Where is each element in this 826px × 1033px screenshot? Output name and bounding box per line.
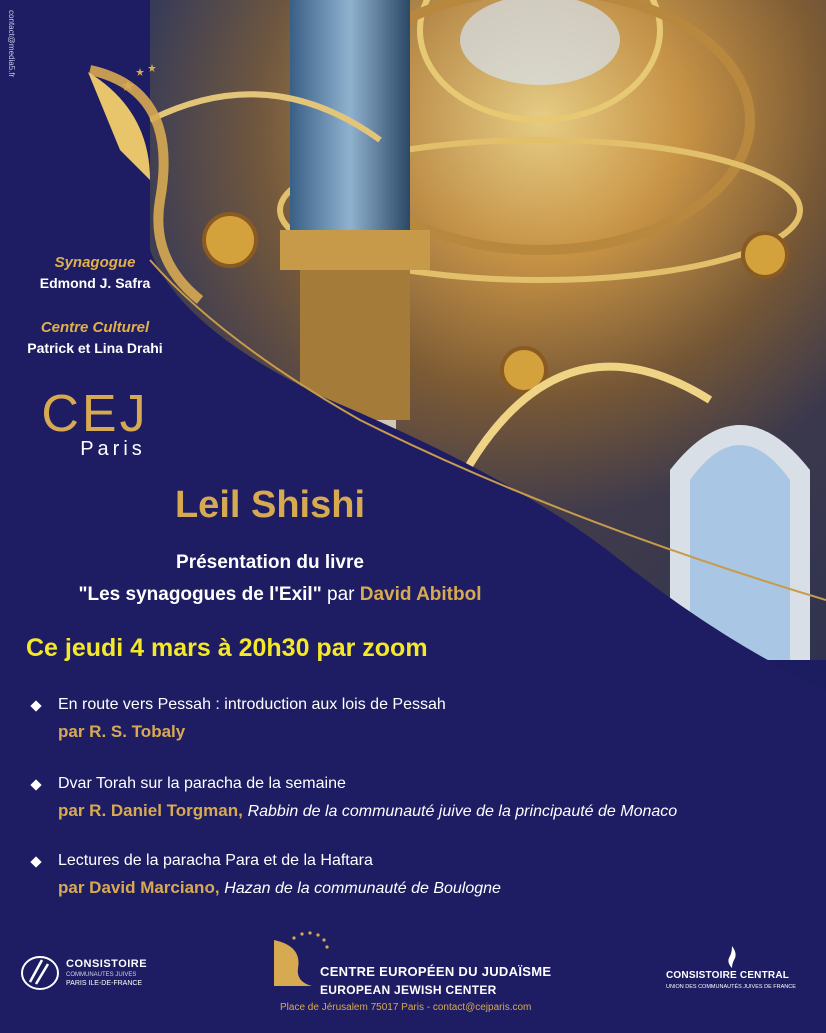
program-speaker-line — [58, 801, 677, 821]
program-description: Hazan de la communauté de Boulogne — [224, 880, 501, 897]
program-topic: En route vers Pessah : introduction aux lois de Pessah — [58, 696, 446, 713]
footer-left-line1: CONSISTOIRE — [66, 958, 148, 970]
consistoire-central-logo — [666, 946, 806, 1006]
venue-centre-culturel — [0, 319, 190, 356]
program-speaker: par R. Daniel Torgman, — [58, 801, 243, 820]
venue-synagogue — [0, 254, 190, 291]
program-speaker: par David Marciano, — [58, 878, 220, 897]
diamond-bullet-icon — [30, 779, 42, 791]
program-speaker-line — [58, 722, 185, 742]
diamond-bullet-icon — [30, 856, 42, 868]
event-date: Ce jeudi 4 mars à 20h30 par zoom — [26, 634, 428, 662]
book-line — [0, 584, 560, 606]
program-speaker-line — [58, 878, 501, 898]
book-author: David Abitbol — [359, 584, 482, 605]
footer-left-line3: PARIS ILE-DE-FRANCE — [66, 980, 143, 987]
venue-name: Patrick et Lina Drahi — [27, 340, 163, 356]
program-topic: Dvar Torah sur la paracha de la semaine — [58, 775, 346, 792]
book-title: "Les synagogues de l'Exil" — [78, 584, 322, 605]
side-credit-text: contact@media5.fr — [7, 10, 16, 78]
footer-right-line2: UNION DES COMMUNAUTÉS JUIVES DE FRANCE — [666, 984, 796, 990]
diamond-bullet-icon — [30, 700, 42, 712]
stars-icon — [120, 60, 160, 120]
consistoire-idf-logo — [20, 952, 150, 994]
venue-label: Synagogue — [54, 254, 136, 271]
footer-left-line2: COMMUNAUTES JUIVES — [66, 972, 137, 978]
program-speaker: par R. S. Tobaly — [58, 722, 186, 741]
by-word: par — [327, 584, 355, 605]
footer-center-en: EUROPEAN JEWISH CENTER — [320, 983, 497, 997]
venue-name: Edmond J. Safra — [39, 275, 151, 291]
side-credit — [6, 10, 18, 110]
program-topic: Lectures de la paracha Para et de la Haftara — [58, 852, 373, 869]
cej-emblem-icon — [272, 928, 332, 988]
consistoire-emblem-icon — [20, 954, 60, 992]
cej-paris-logo — [30, 385, 160, 461]
event-subtitle: Présentation du livre — [176, 552, 364, 573]
venue-label: Centre Culturel — [40, 319, 150, 336]
flame-icon — [724, 946, 740, 968]
event-title: Leil Shishi — [174, 484, 366, 526]
footer-right-line1: CONSISTOIRE CENTRAL — [666, 970, 790, 981]
cej-footer-logo — [272, 928, 572, 1018]
footer-address: Place de Jérusalem 75017 Paris - contact@cejparis.com — [280, 1002, 532, 1013]
program-description: Rabbin de la communauté juive de la principauté de Monaco — [247, 803, 678, 820]
logo-sub: Paris — [80, 438, 146, 460]
footer-center-fr: CENTRE EUROPÉEN DU JUDAÏSME — [320, 964, 552, 979]
logo-main: CEJ — [41, 385, 149, 443]
